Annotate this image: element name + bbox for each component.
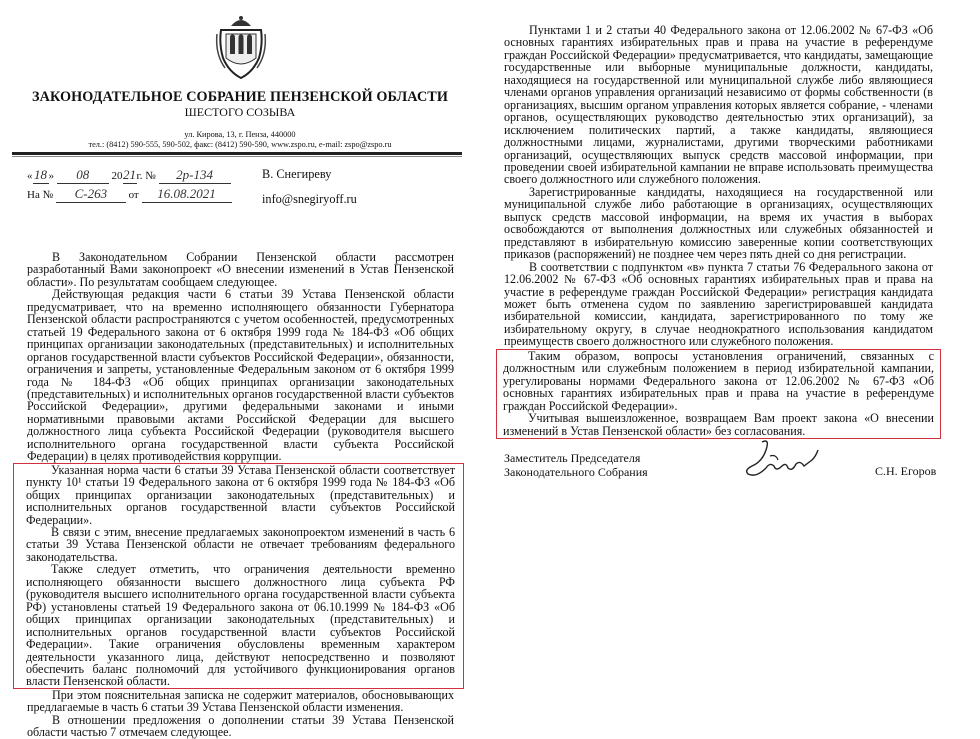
handwritten-signature-icon bbox=[740, 436, 830, 486]
reply-number-label: На № bbox=[27, 189, 54, 201]
paragraph: Указанная норма части 6 статьи 39 Устава Пензенской области соответствует пункту 10¹ статьи 19 Федерального закона от 6 октября 1999 года № 184-ФЗ «Об общих принципах организации законодательных (представительных) и исполнительных органов государственной власти субъектов Российской Федерации». bbox=[26, 462, 455, 527]
paragraph: В Законодательном Собрании Пензенской области рассмотрен разработанный Вами законопроект «О внесении изменений в Устав Пензенской области». По результатам сообщаем следующее. bbox=[27, 250, 454, 289]
paragraph: Учитывая вышеизложенное, возвращаем Вам проект закона «О внесении изменений в Устав Пензенской области» без согласования. bbox=[503, 411, 934, 438]
outgoing-reference: « 18 » 08 2021г. № 2р-134 bbox=[27, 167, 231, 184]
organization-address: ул. Кирова, 13, г. Пенза, 440000 bbox=[184, 130, 296, 139]
paragraph: В соответствии с подпунктом «в» пункта 7 статьи 76 Федерального закона от 12.06.2002 № 67-ФЗ «Об основных гарантиях избирательных прав и права на участие в референдуме граждан Российской Федерации» регистрация кандидата может быть отменена судом по заявлению зарегистрировавшей кандидата избирательной комиссии, кандидата, зарегистрированного по тому же избирательному округу, в случае неоднократного использования кандидатом преимуществ своего должностного или служебного положения. bbox=[504, 259, 933, 349]
highlighted-section bbox=[496, 349, 941, 439]
letter-body-right bbox=[504, 24, 933, 439]
signatory-role bbox=[504, 452, 648, 479]
ref-year-suffix: 21 bbox=[123, 167, 136, 182]
coat-of-arms-icon bbox=[215, 14, 267, 80]
recipient-email: info@snegiryoff.ru bbox=[262, 192, 357, 206]
paragraph: При этом пояснительная записка не содержит материалов, обосновывающих предлагаемые в часть 6 статьи 39 Устава Пензенской области изменения. bbox=[27, 687, 454, 715]
paragraph: Таким образом, вопросы установления ограничений, связанных с должностным или служебным положением в период избирательной кампании, урегулированы нормами Федерального закона от 12.06.2002 № 67-ФЗ «Об основных гарантиях избирательных прав и права на участие в референдуме граждан Российской Федерации». bbox=[503, 348, 934, 413]
ref-year-prefix: 20 bbox=[111, 170, 123, 182]
highlighted-section bbox=[13, 463, 464, 689]
letter-body-left bbox=[27, 251, 454, 739]
letter-page-2 bbox=[490, 0, 980, 707]
letter-page-1 bbox=[0, 0, 480, 739]
signatory-name: С.Н. Егоров bbox=[875, 464, 937, 478]
header-divider bbox=[12, 152, 462, 155]
header-divider-thin bbox=[12, 156, 462, 157]
reply-date: 16.08.2021 bbox=[142, 186, 232, 203]
signatory-role-line2: Законодательного Собрания bbox=[504, 464, 648, 479]
reply-date-label: от bbox=[128, 189, 139, 201]
paragraph: В связи с этим, внесение предлагаемых законопроектом изменений в часть 6 статьи 39 Устава Пензенской области не отвечает требованиям федерального законодательства. bbox=[26, 524, 455, 564]
signatory-role-line1: Заместитель Председателя bbox=[504, 451, 641, 465]
reply-number: С-263 bbox=[56, 186, 126, 203]
organization-contacts: тел.: (8412) 590-555, 590-502, факс: (8412) 590-590, www.zspo.ru, e-mail: zspo@zspo.ru bbox=[88, 140, 392, 149]
ref-number-label: г. № bbox=[136, 170, 156, 182]
organization-title: ЗАКОНОДАТЕЛЬНОЕ СОБРАНИЕ ПЕНЗЕНСКОЙ ОБЛАСТИ bbox=[32, 89, 448, 105]
recipient-name: В. Снегиреву bbox=[262, 167, 332, 181]
paragraph: В отношении предложения о дополнении статьи 39 Устава Пензенской области частью 7 отмечаем следующее. bbox=[27, 712, 454, 739]
ref-day: 18 bbox=[34, 167, 47, 182]
paragraph: Пунктами 1 и 2 статьи 40 Федерального закона от 12.06.2002 № 67-ФЗ «Об основных гарантиях избирательных прав и права на участие в референдуме граждан Российской Федерации» предусматривается, что кандидаты, замещающие государственные или выборные муниципальные должности, кандидаты, находящиеся на государственной или муниципальной службе либо являющиеся членами органов управления организаций независимо от формы собственности (в организациях, высшим органом управления которых является собрание, - членами органов, осуществляющих руководство деятельностью этих организаций), за исключением политических партий, а также кандидаты, являющиеся должностными лицами, журналистами, другими творческими работниками организаций, осуществляющих выпуск средств массовой информации, при проведении своей избирательной кампании не вправе использовать преимущества своего должностного или служебного положения. bbox=[504, 23, 933, 187]
organization-subtitle: ШЕСТОГО СОЗЫВА bbox=[184, 105, 296, 119]
ref-number: 2р-134 bbox=[159, 167, 231, 184]
paragraph: Также следует отметить, что ограничения деятельности временно исполняющего обязанности высшего должностного лица субъекта РФ (руководителя высшего исполнительного органа государственной власти субъекта РФ) установлены статьей 19 Федерального закона от 06.10.1999 № 184-ФЗ «Об общих принципах организации законодательных (представительных) и исполнительных органов государственной власти субъектов Российской Федерации». Такие ограничения обусловлены временным характером деятельности указанного лица, действуют непосредственно и позволяют обеспечить баланс полномочий для устойчивого функционирования органов власти Пензенской области. bbox=[26, 562, 455, 689]
paragraph: Зарегистрированные кандидаты, находящиеся на государственной или муниципальной службе либо работающие в организациях, осуществляющих выпуск средств массовой информации, на время их участия в выборах освобождаются от выполнения должностных или служебных обязанностей и представляют в избирательную комиссию заверенные копии соответствующих приказов (распоряжений) не позднее чем через пять дней со дня регистрации. bbox=[504, 184, 933, 262]
incoming-reference bbox=[27, 186, 232, 203]
ref-month: 08 bbox=[57, 167, 109, 184]
paragraph: Действующая редакция части 6 статьи 39 Устава Пензенской области предусматривает, что на временно исполняющего обязанности Губернатора Пензенской области распространяются с учетом особенностей, предусмотренных статьей 19 Федерального закона от 6 октября 1999 года № 184-ФЗ «Об общих принципах организации законодательных (представительных) и исполнительных органов государственной власти субъектов Российской Федерации», обязанности, ограничения и запреты, установленные Федеральным законом от 6 октября 1999 года № 184-ФЗ «Об общих принципах организации законодательных (представительных) и исполнительных органов государственной власти субъектов Российской Федерации», другими федеральными законами и иными нормативными правовыми актами Российской Федерации для высшего должностного лица субъекта Российской Федерации (руководителя высшего исполнительного органа государственной власти субъекта Российской Федерации) в целях противодействия коррупции. bbox=[27, 287, 454, 464]
